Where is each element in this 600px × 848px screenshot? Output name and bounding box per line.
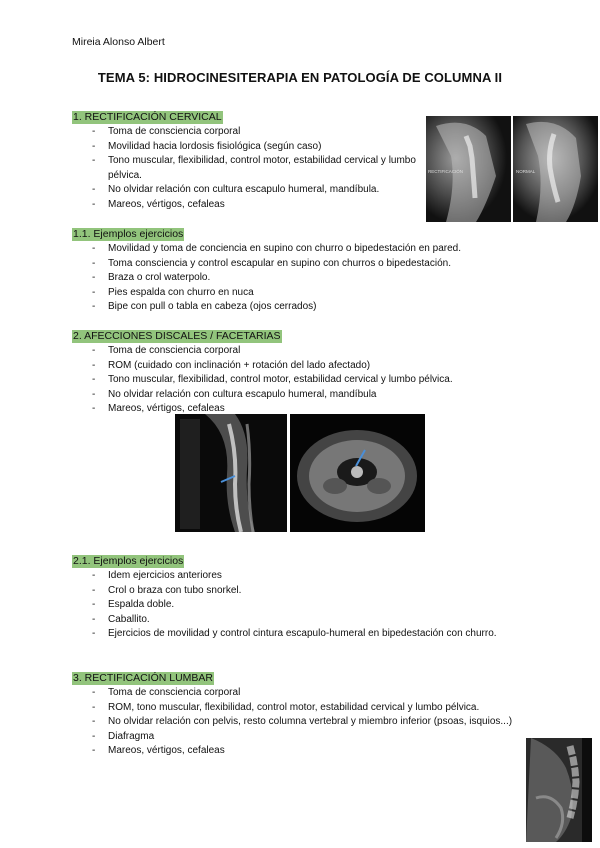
list-item: - Mareos, vértigos, cefaleas: [72, 744, 532, 759]
bullet-list: [72, 686, 532, 759]
section-heading: 3. RECTIFICACIÓN LUMBAR: [73, 672, 214, 684]
list-item: - Movilidad hacia lordosis fisiológica (según caso): [72, 140, 422, 155]
section-rectificacion-lumbar: [72, 668, 532, 759]
list-item: - Tono muscular, flexibilidad, control motor, estabilidad cervical y lumbo pélvica.: [72, 373, 532, 388]
list-item: - Movilidad y toma de conciencia en supino con churro o bipedestación en pared.: [72, 242, 532, 257]
list-item: - Toma de consciencia corporal: [72, 686, 532, 701]
list-item: - No olvidar relación con pelvis, resto columna vertebral y miembro inferior (psoas, isquios...): [72, 715, 532, 730]
list-item: - Idem ejercicios anteriores: [72, 569, 532, 584]
bullet-list: [72, 344, 532, 417]
list-item: - Caballito.: [72, 613, 532, 628]
author-name: Mireia Alonso Albert: [72, 36, 165, 48]
section-heading: 1.1. Ejemplos ejercicios: [73, 228, 184, 240]
list-item: - No olvidar relación con cultura escapulo humeral, mandíbula: [72, 388, 532, 403]
list-item: - Pies espalda con churro en nuca: [72, 286, 532, 301]
list-item: - ROM, tono muscular, flexibilidad, control motor, estabilidad cervical y lumbo pélvica.: [72, 701, 532, 716]
cervical-xray-image: [426, 116, 598, 222]
lumbar-xray-image: [526, 738, 592, 842]
xray-label-right: NORMAL: [516, 169, 536, 174]
bullet-list: [72, 242, 532, 315]
section-heading: 1. RECTIFICACIÓN CERVICAL: [73, 111, 222, 123]
list-item: - Diafragma: [72, 730, 532, 745]
list-item: - Toma consciencia y control escapular en supino con churros o bipedestación.: [72, 257, 532, 272]
list-item: - Bipe con pull o tabla en cabeza (ojos cerrados): [72, 300, 532, 315]
section-heading: 2.1. Ejemplos ejercicios: [73, 555, 184, 567]
section-ejemplos-1: [72, 224, 532, 315]
list-item: - No olvidar relación con cultura escapulo humeral, mandíbula.: [72, 183, 422, 198]
page-title: TEMA 5: HIDROCINESITERAPIA EN PATOLOGÍA DE COLUMNA II: [97, 70, 503, 85]
lumbar-xray-illustration: [526, 738, 592, 842]
disc-mri-images: [175, 414, 425, 532]
list-item: - Tono muscular, flexibilidad, control motor, estabilidad cervical y lumbo pélvica.: [72, 154, 422, 183]
section-heading: 2. AFECCIONES DISCALES / FACETARIAS: [73, 330, 281, 342]
list-item: - Toma de consciencia corporal: [72, 344, 532, 359]
list-item: - Toma de consciencia corporal: [72, 125, 422, 140]
section-ejemplos-2: [72, 551, 532, 642]
list-item: - ROM (cuidado con inclinación + rotación del lado afectado): [72, 359, 532, 374]
list-item: - Braza o crol waterpolo.: [72, 271, 532, 286]
list-item: - Mareos, vértigos, cefaleas: [72, 402, 532, 417]
xray-label-left: RECTIFICACIÓN: [428, 169, 464, 174]
list-item: - Ejercicios de movilidad y control cintura escapulo-humeral en bipedestación con churro.: [72, 627, 532, 642]
list-item: - Mareos, vértigos, cefaleas: [72, 198, 422, 213]
section-afecciones-discales: [72, 326, 532, 417]
list-item: - Espalda doble.: [72, 598, 532, 613]
list-item: - Crol o braza con tubo snorkel.: [72, 584, 532, 599]
bullet-list: [72, 125, 422, 213]
mri-illustration: [175, 414, 425, 532]
bullet-list: [72, 569, 532, 642]
